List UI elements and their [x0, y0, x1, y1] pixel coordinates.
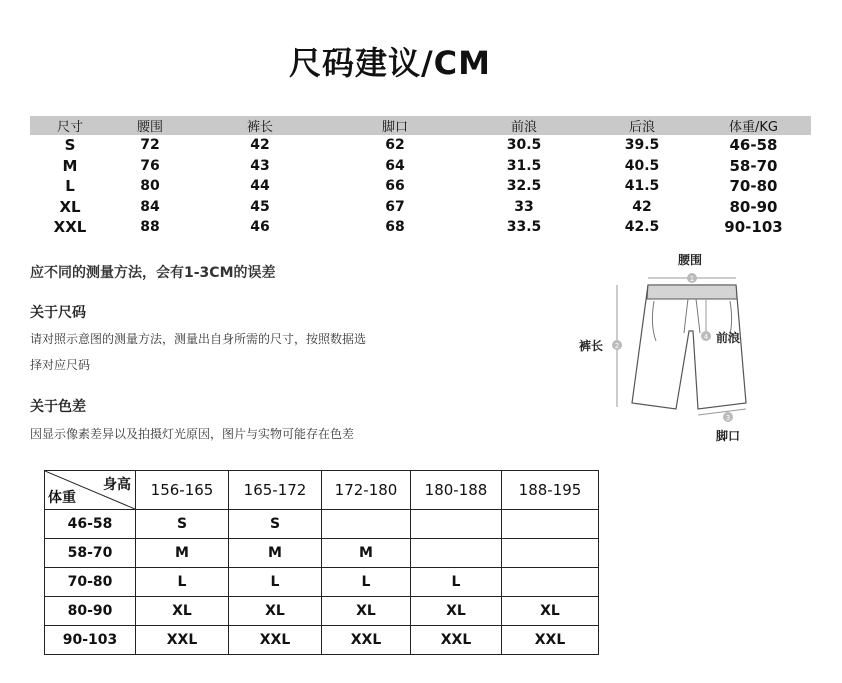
size-cell: S: [229, 510, 322, 539]
weight-cell: 46-58: [45, 510, 136, 539]
table-row: [30, 176, 811, 197]
table-cell: 90-103: [724, 218, 783, 237]
height-weight-table: [44, 470, 599, 655]
size-cell: [502, 568, 599, 597]
size-cell: XXL: [136, 626, 229, 655]
table-cell: 66: [385, 178, 405, 195]
marker-4: 4: [703, 333, 709, 341]
size-cell: XXL: [411, 626, 502, 655]
header-cell: 尺寸: [56, 120, 83, 135]
height-header: 188-195: [502, 471, 599, 510]
table-cell: 31.5: [506, 157, 542, 174]
table-row: [30, 156, 811, 177]
marker-3: 3: [725, 414, 731, 422]
shorts-illustration: [570, 245, 810, 445]
table-cell: 84: [140, 198, 160, 215]
about-color-title: 关于色差: [30, 399, 86, 415]
table-row: [45, 568, 599, 597]
table-cell: 46: [250, 219, 270, 236]
table-row: [30, 217, 811, 238]
table-cell: 44: [250, 178, 270, 195]
table-cell: L: [65, 177, 75, 196]
size-cell: M: [136, 539, 229, 568]
size-cell: L: [411, 568, 502, 597]
table-cell: 46-58: [729, 136, 778, 155]
size-cell: XL: [229, 597, 322, 626]
table-row: [45, 597, 599, 626]
height-header: 156-165: [136, 471, 229, 510]
size-cell: [502, 539, 599, 568]
size-cell: M: [322, 539, 411, 568]
size-table-header: [30, 116, 811, 135]
size-cell: XL: [136, 597, 229, 626]
marker-1: 1: [689, 275, 695, 283]
table-cell: 80-90: [729, 197, 778, 216]
table-cell: 32.5: [506, 178, 542, 195]
page-title: 尺码建议/CM: [288, 44, 492, 82]
leg-opening-label: 脚口: [716, 429, 741, 443]
table-cell: 68: [385, 219, 405, 236]
table-cell: 62: [385, 137, 405, 154]
table-row: [45, 539, 599, 568]
size-cell: XL: [322, 597, 411, 626]
height-header: 180-188: [411, 471, 502, 510]
marker-2: 2: [614, 342, 620, 350]
size-cell: L: [322, 568, 411, 597]
table-cell: 58-70: [729, 156, 778, 175]
table-row: [45, 510, 599, 539]
header-cell: 裤长: [246, 120, 273, 135]
corner-weight-label: 体重: [48, 490, 76, 506]
table-cell: XXL: [53, 218, 87, 237]
size-cell: XXL: [502, 626, 599, 655]
size-cell: [322, 510, 411, 539]
table-cell: 80: [140, 178, 160, 195]
table-row: [30, 197, 811, 218]
table-cell: 42.5: [624, 219, 660, 236]
table-cell: 42: [632, 198, 652, 215]
weight-cell: 90-103: [45, 626, 136, 655]
shorts-diagram: [570, 245, 810, 445]
table-cell: 88: [140, 219, 160, 236]
about-color-text: 因显示像素差异以及拍摄灯光原因，图片与实物可能存在色差: [30, 427, 355, 441]
table-cell: 70-80: [729, 177, 778, 196]
weight-cell: 80-90: [45, 597, 136, 626]
table-cell: 72: [140, 137, 160, 154]
table-row: [45, 626, 599, 655]
hw-header-row: [45, 471, 599, 510]
length-label: 裤长: [579, 339, 604, 353]
size-cell: XL: [411, 597, 502, 626]
header-cell: 脚口: [381, 120, 408, 135]
table-cell: 33: [514, 198, 534, 215]
table-cell: 40.5: [624, 157, 660, 174]
table-cell: 45: [250, 198, 270, 215]
measurement-note: 应不同的测量方法，会有1-3CM的误差: [30, 265, 276, 281]
table-cell: 41.5: [624, 178, 660, 195]
size-cell: [502, 510, 599, 539]
size-cell: XXL: [322, 626, 411, 655]
height-header: 165-172: [229, 471, 322, 510]
height-header: 172-180: [322, 471, 411, 510]
table-cell: XL: [59, 197, 81, 216]
table-cell: 30.5: [506, 137, 542, 154]
size-cell: L: [136, 568, 229, 597]
size-cell: M: [229, 539, 322, 568]
weight-cell: 58-70: [45, 539, 136, 568]
table-cell: S: [64, 136, 76, 155]
size-table: [30, 116, 811, 238]
size-cell: L: [229, 568, 322, 597]
size-cell: [411, 510, 502, 539]
size-cell: XL: [502, 597, 599, 626]
table-cell: 42: [250, 137, 270, 154]
waist-label: 腰围: [678, 253, 703, 267]
table-row: [30, 135, 811, 156]
header-cell: 腰围: [136, 120, 163, 135]
about-size-title: 关于尺码: [30, 305, 86, 321]
front-rise-label: 前浪: [716, 331, 741, 345]
header-cell: 体重/KG: [729, 120, 778, 135]
corner-cell: [45, 471, 136, 510]
about-size-line: 请对照示意图的测量方法，测量出自身所需的尺寸，按照数据选: [30, 332, 367, 346]
table-cell: 43: [250, 157, 270, 174]
table-cell: 39.5: [624, 137, 660, 154]
about-size-line: 择对应尺码: [30, 358, 91, 372]
size-cell: XXL: [229, 626, 322, 655]
table-cell: 76: [140, 157, 160, 174]
table-cell: 64: [385, 157, 405, 174]
size-cell: S: [136, 510, 229, 539]
table-cell: M: [62, 156, 78, 175]
about-size-text: [30, 326, 420, 378]
header-cell: 后浪: [628, 120, 655, 135]
table-cell: 33.5: [506, 219, 542, 236]
size-cell: [411, 539, 502, 568]
table-cell: 67: [385, 198, 405, 215]
corner-height-label: 身高: [103, 477, 131, 493]
weight-cell: 70-80: [45, 568, 136, 597]
header-cell: 前浪: [510, 120, 537, 135]
